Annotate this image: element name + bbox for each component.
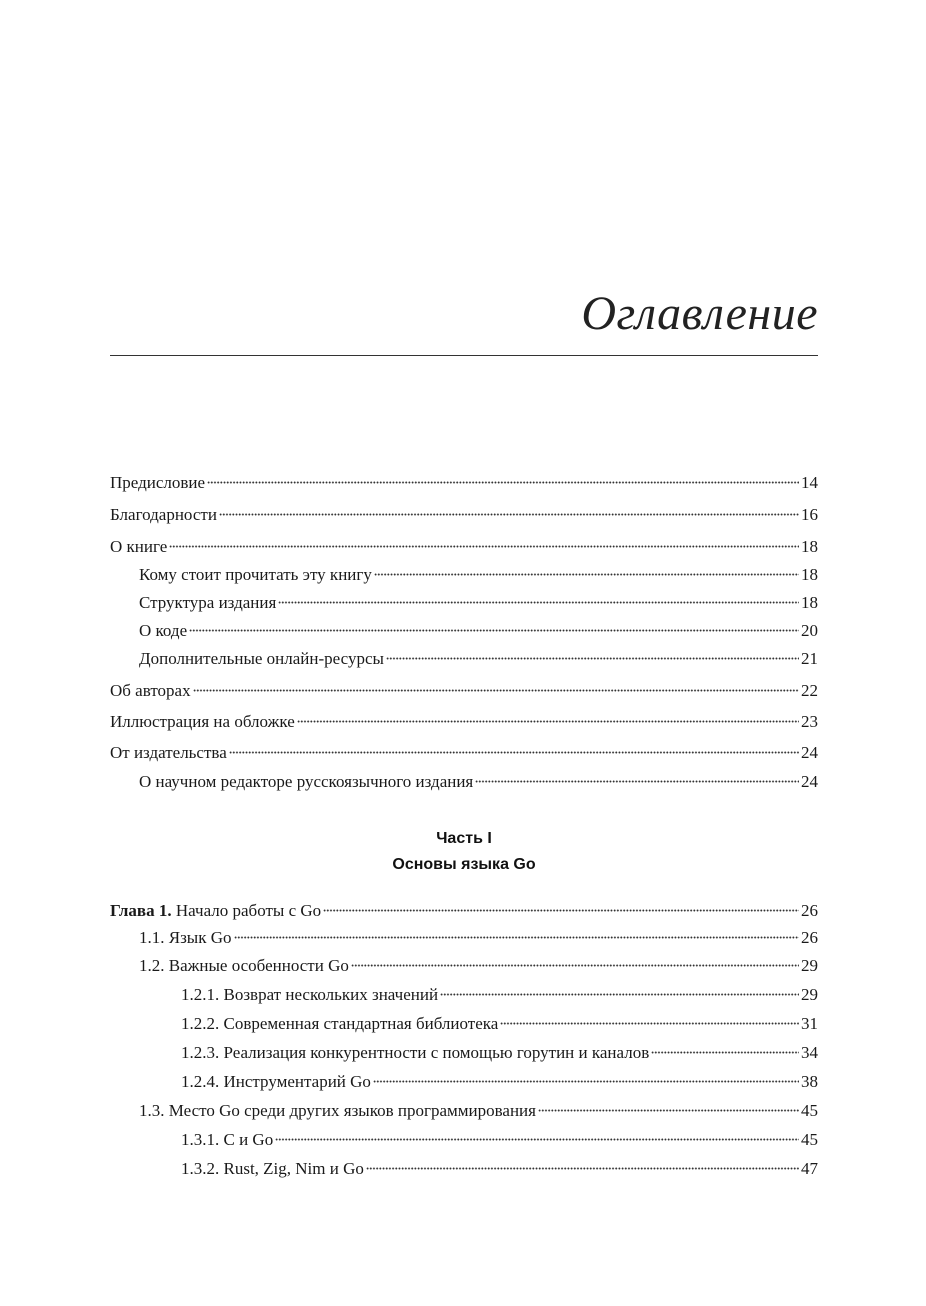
dot-leader [234, 936, 799, 939]
toc-entry-section-1-3-2[interactable] [181, 1157, 818, 1181]
toc-entry-page: 47 [801, 1159, 818, 1178]
toc-entry-label: О коде [139, 621, 188, 640]
dot-leader [278, 601, 799, 604]
toc-entry-page: 24 [801, 772, 818, 791]
toc-entry-audience[interactable] [139, 563, 818, 587]
toc-entry-page: 24 [801, 743, 818, 762]
toc-entry-page: 34 [801, 1043, 818, 1062]
toc-entry-cover-illustration[interactable] [110, 710, 818, 734]
dot-leader [500, 1022, 799, 1025]
toc-entry-page: 29 [801, 985, 818, 1004]
toc-entry-page: 21 [801, 649, 818, 668]
toc-entry-page: 26 [801, 928, 818, 947]
dot-leader [366, 1167, 799, 1170]
dot-leader [475, 780, 799, 783]
toc-entry-page: 29 [801, 956, 818, 975]
dot-leader [351, 964, 799, 967]
toc-entry-page: 38 [801, 1072, 818, 1091]
toc-entry-section-1-2-1[interactable] [181, 983, 818, 1007]
title-divider [110, 355, 818, 356]
toc-entry-structure[interactable] [139, 591, 818, 615]
dot-leader [373, 1080, 799, 1083]
toc-entry-section-1-2-3[interactable] [181, 1041, 818, 1065]
toc-entry-online-resources[interactable] [139, 647, 818, 671]
toc-entry-code[interactable] [139, 619, 818, 643]
toc-entry-label: Кому стоит прочитать эту книгу [139, 565, 372, 584]
toc-entry-chapter-1[interactable] [110, 899, 818, 923]
toc-entry-label: 1.3. Место Go среди других языков программирования [139, 1101, 536, 1120]
toc-entry-section-1-2-4[interactable] [181, 1070, 818, 1094]
toc-entry-page: 45 [801, 1101, 818, 1120]
toc-entry-label: 1.3.1. C и Go [181, 1130, 274, 1149]
dot-leader [538, 1109, 799, 1112]
toc-entry-page: 14 [801, 473, 818, 492]
dot-leader [323, 909, 799, 912]
toc-entry-label: От издательства [110, 743, 227, 762]
chapter-prefix: Глава 1. [110, 901, 172, 920]
dot-leader [275, 1138, 799, 1141]
toc-entry-label: Предисловие [110, 473, 206, 492]
toc-entry-authors[interactable] [110, 679, 818, 703]
dot-leader [169, 545, 799, 548]
toc-entry-page: 22 [801, 681, 818, 700]
dot-leader [651, 1051, 799, 1054]
toc-entry-page: 18 [801, 593, 818, 612]
toc-entry-label: 1.2.1. Возврат нескольких значений [181, 985, 439, 1004]
dot-leader [229, 751, 799, 754]
toc-entry-section-1-2[interactable] [139, 954, 818, 978]
toc-entry-label: 1.3.2. Rust, Zig, Nim и Go [181, 1159, 364, 1178]
dot-leader [440, 993, 799, 996]
toc-entry-label: Благодарности [110, 505, 217, 524]
toc-entry-scientific-editor[interactable] [139, 770, 818, 794]
page-title: Оглавление [581, 287, 818, 340]
toc-entry-page: 20 [801, 621, 818, 640]
toc-entry-page: 23 [801, 712, 818, 731]
toc-entry-acknowledgements[interactable] [110, 503, 818, 527]
dot-leader [207, 481, 799, 484]
toc-entry-page: 18 [801, 537, 818, 556]
toc-entry-page: 45 [801, 1130, 818, 1149]
toc-entry-label: 1.2.3. Реализация конкурентности с помощью горутин и каналов [181, 1043, 650, 1062]
toc-entry-label [110, 899, 321, 923]
part-number: Часть I [436, 830, 492, 847]
toc-entry-publisher[interactable] [110, 741, 818, 765]
dot-leader [297, 720, 799, 723]
toc-entry-section-1-3[interactable] [139, 1099, 818, 1123]
dot-leader [374, 573, 799, 576]
toc-entry-page: 16 [801, 505, 818, 524]
toc-entry-preface[interactable] [110, 471, 818, 495]
toc-entry-label: Об авторах [110, 681, 191, 700]
toc-entry-label: Иллюстрация на обложке [110, 712, 295, 731]
toc-entry-page: 31 [801, 1014, 818, 1033]
dot-leader [386, 657, 799, 660]
dot-leader [219, 513, 799, 516]
toc-entry-label: 1.1. Язык Go [139, 928, 232, 947]
toc-entry-label: Структура издания [139, 593, 277, 612]
toc-entry-label: О научном редакторе русскоязычного издания [139, 772, 474, 791]
toc-entry-label: Дополнительные онлайн-ресурсы [139, 649, 384, 668]
toc-entry-label: О книге [110, 537, 168, 556]
dot-leader [193, 689, 799, 692]
toc-entry-label: 1.2. Важные особенности Go [139, 956, 349, 975]
toc-entry-section-1-2-2[interactable] [181, 1012, 818, 1036]
chapter-title: Начало работы с Go [175, 901, 322, 920]
part-title: Основы языка Go [392, 856, 536, 873]
toc-entry-label: 1.2.2. Современная стандартная библиотека [181, 1014, 499, 1033]
toc-entry-page: 18 [801, 565, 818, 584]
dot-leader [189, 629, 799, 632]
toc-entry-label: 1.2.4. Инструментарий Go [181, 1072, 371, 1091]
toc-entry-section-1-3-1[interactable] [181, 1128, 818, 1152]
toc-entry-section-1-1[interactable] [139, 926, 818, 950]
toc-entry-about-book[interactable] [110, 535, 818, 559]
toc-entry-page: 26 [801, 901, 818, 920]
